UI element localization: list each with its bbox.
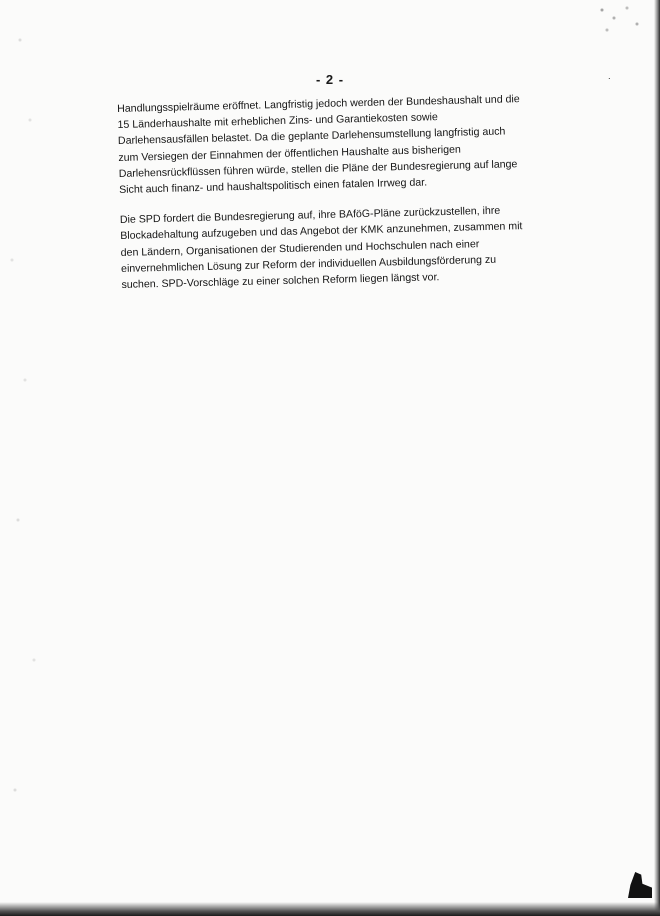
scan-corner-shadow bbox=[628, 872, 652, 898]
scan-edge-bottom bbox=[0, 902, 660, 916]
scan-speckles-left bbox=[0, 0, 48, 916]
text-line: Darlehensausfällen belastet. Da die geplante Darlehensumstellung langfristig auch bbox=[117, 125, 506, 148]
paragraph-2 bbox=[120, 201, 572, 293]
text-line: Blockadehaltung aufzugeben und das Angebot der KMK anzunehmen, zusammen mit bbox=[120, 220, 523, 243]
margin-tick-mark: ˙ bbox=[608, 77, 612, 89]
scan-edge-right bbox=[654, 0, 660, 916]
body-text bbox=[117, 90, 572, 307]
text-line: Die SPD fordert die Bundesregierung auf, ihre BAföG-Pläne zurückzustellen, ihre bbox=[119, 204, 501, 227]
text-line: zum Versiegen der Einnahmen der öffentlichen Haushalte aus bisherigen bbox=[118, 143, 461, 164]
text-line: 15 Länderhaushalte mit erheblichen Zins- und Garantiekosten sowie bbox=[117, 111, 439, 132]
scan-speckles-top-right bbox=[592, 0, 652, 40]
text-line: Darlehensrückflüssen führen würde, stellen die Pläne der Bundesregierung auf lange bbox=[118, 158, 518, 180]
text-line: den Ländern, Organisationen der Studierenden und Hochschulen nach einer bbox=[120, 237, 480, 259]
text-line: Handlungsspielräume eröffnet. Langfristig jedoch werden der Bundeshaushalt und die bbox=[117, 93, 520, 115]
paragraph-1 bbox=[117, 90, 569, 198]
text-line: Sicht auch finanz- und haushaltspolitisch einen fatalen Irrweg dar. bbox=[119, 176, 428, 196]
text-line: einvernehmlichen Lösung zur Reform der individuellen Ausbildungsförderung zu bbox=[120, 253, 497, 275]
page-number: - 2 - bbox=[315, 72, 345, 87]
text-line: suchen. SPD-Vorschläge zu einer solchen Reform liegen längst vor. bbox=[121, 271, 440, 291]
